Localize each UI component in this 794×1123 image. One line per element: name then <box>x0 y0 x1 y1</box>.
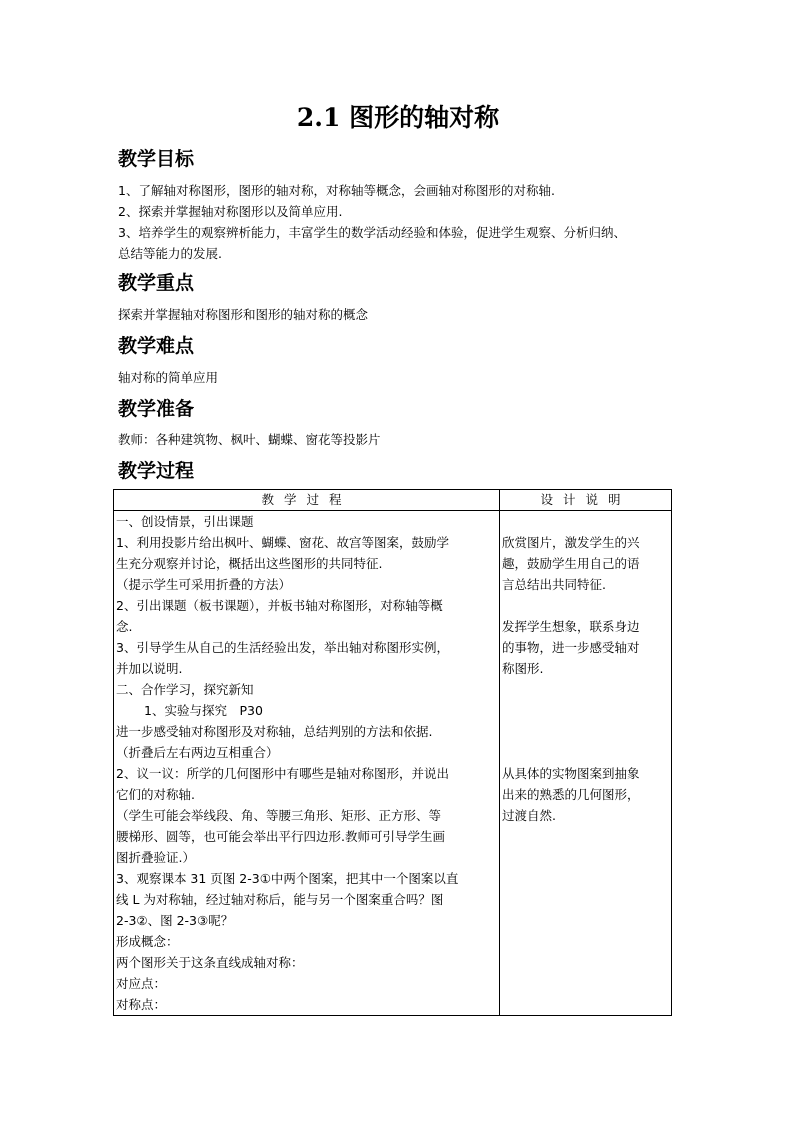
process-line: 1、实验与探究 P30 <box>144 703 263 718</box>
process-line: 3、引导学生从自己的生活经验出发，举出轴对称图形实例， <box>116 640 449 655</box>
prep-text: 教师：各种建筑物、枫叶、蝴蝶、窗花等投影片 <box>118 432 381 447</box>
process-line: 两个图形关于这条直线成轴对称： <box>116 955 304 970</box>
design-note-line: 称图形. <box>502 661 544 676</box>
key-text: 探索并掌握轴对称图形和图形的轴对称的概念 <box>118 307 369 322</box>
process-line: 它们的对称轴. <box>116 787 195 802</box>
design-note <box>502 763 669 826</box>
process-table <box>113 489 672 1016</box>
goals-line: 3、培养学生的观察辨析能力，丰富学生的数学活动经验和体验，促进学生观察、分析归纳、 <box>118 225 626 240</box>
process-steps-cell <box>114 511 500 1016</box>
goals-line: 2、探索并掌握轴对称图形以及简单应用. <box>118 204 343 219</box>
section-heading-goals: 教学目标 <box>118 148 195 170</box>
process-line: 一、创设情景，引出课题 <box>116 514 254 529</box>
goals-list <box>118 180 683 264</box>
process-line: 2、引出课题（板书课题），并板书轴对称图形，对称轴等概 <box>116 598 443 613</box>
table-row <box>114 511 672 1016</box>
difficulty-text: 轴对称的简单应用 <box>118 370 219 385</box>
process-line: （折叠后左右两边互相重合） <box>116 745 279 760</box>
design-note-line: 从具体的实物图案到抽象 <box>502 766 640 781</box>
process-line: 图折叠验证.） <box>116 850 195 865</box>
process-line: （提示学生可采用折叠的方法） <box>116 577 292 592</box>
design-note-line: 言总结出共同特征. <box>502 577 606 592</box>
process-line: 线 L 为对称轴，经过轴对称后，能与另一个图案重合吗？图 <box>116 892 444 907</box>
process-line: 2、议一议：所学的几何图形中有哪些是轴对称图形，并说出 <box>116 766 449 781</box>
process-line: 3、观察课本 31 页图 2-3①中两个图案，把其中一个图案以直 <box>116 871 459 886</box>
process-line: 二、合作学习，探究新知 <box>116 682 254 697</box>
design-notes-cell <box>500 511 672 1016</box>
process-line: 进一步感受轴对称图形及对称轴，总结判别的方法和依据. <box>116 724 433 739</box>
process-line: 形成概念： <box>116 934 179 949</box>
section-heading-prep: 教学准备 <box>118 398 195 420</box>
column-header-notes: 设计说明 <box>500 490 672 511</box>
process-line: 腰梯形、圆等，也可能会举出平行四边形.教师可引导学生画 <box>116 829 445 844</box>
design-note-line: 欣赏图片，激发学生的兴 <box>502 535 640 550</box>
design-note-line: 趣，鼓励学生用自己的语 <box>502 556 640 571</box>
design-note-line: 的事物，进一步感受轴对 <box>502 640 640 655</box>
process-line: 并加以说明. <box>116 661 183 676</box>
goals-line: 总结等能力的发展. <box>118 246 222 261</box>
process-line: 对应点： <box>116 976 167 991</box>
goals-line: 1、了解轴对称图形，图形的轴对称，对称轴等概念，会画轴对称图形的对称轴. <box>118 183 555 198</box>
process-line: 生充分观察并讨论，概括出这些图形的共同特征. <box>116 556 383 571</box>
table-header-row <box>114 490 672 511</box>
section-heading-key: 教学重点 <box>118 272 195 294</box>
design-note <box>502 616 669 679</box>
process-line: 对称点： <box>116 997 167 1012</box>
process-line: （学生可能会举线段、角、等腰三角形、矩形、正方形、等 <box>116 808 442 823</box>
design-note-line: 过渡自然. <box>502 808 556 823</box>
page-title: 2.1 图形的轴对称 <box>296 103 500 132</box>
design-note-line: 发挥学生想象，联系身边 <box>502 619 640 634</box>
design-note <box>502 532 669 595</box>
column-header-process: 教学过程 <box>114 490 500 511</box>
process-line: 念. <box>116 619 133 634</box>
design-note-line: 出来的熟悉的几何图形， <box>502 787 640 802</box>
process-line: 1、利用投影片给出枫叶、蝴蝶、窗花、故宫等图案，鼓励学 <box>116 535 449 550</box>
section-heading-process: 教学过程 <box>118 460 195 482</box>
process-line: 2-3②、图 2-3③呢？ <box>116 913 234 928</box>
section-heading-difficulty: 教学难点 <box>118 335 195 357</box>
